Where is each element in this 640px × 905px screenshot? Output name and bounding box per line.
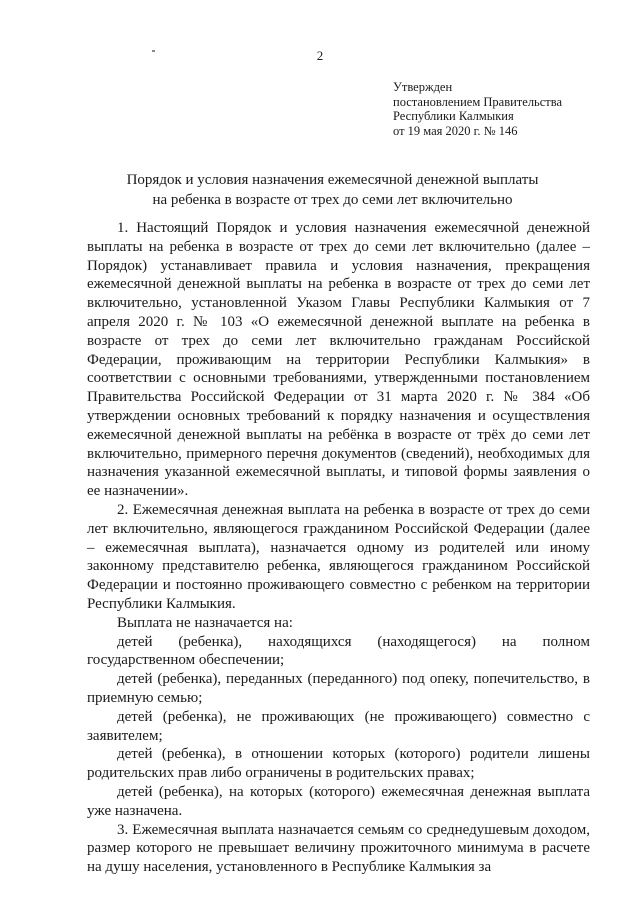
approval-line: постановлением Правительства: [393, 94, 563, 109]
approval-line: от 19 мая 2020 г. № 146: [393, 123, 518, 138]
page-number: 2: [316, 48, 324, 63]
approval-line: Республики Калмыкия: [393, 109, 514, 123]
title-line: Порядок и условия назначения ежемесячной денежной выплаты: [126, 172, 539, 188]
exclusion-item: детей (ребенка), переданных (переданного) под опеку, попечительство, в приемную семью;: [87, 671, 590, 706]
exclusion-item: детей (ребенка), на которых (которого) ежемесячная денежная выплата уже назначена.: [87, 783, 590, 819]
exclusion-item: детей (ребенка), находящихся (находящегося) на полном государственном обеспечении;: [87, 633, 590, 669]
paragraph-2: 2. Ежемесячная денежная выплата на ребенка в возрасте от трех до семи лет включительно, являющегося гражданином Российской Федерации (далее – ежемесячная выплата), назначается одному из родителей или иному законному представителю ребенка, являющегося гражданином Российской Федерации и постоянно проживающего совместно с ребенком на территории Республики Калмыкия.: [87, 501, 590, 612]
title-line: на ребенка в возрасте от трех до семи лет включительно: [152, 192, 513, 208]
approval-block: [393, 80, 628, 138]
paragraph-3: 3. Ежемесячная выплата назначается семьям со среднедушевым доходом, размер которого не превышает величину прожиточного минимума в расчете на душу населения, установленного в Республике Калмыкия за: [87, 821, 590, 876]
paragraph-1: 1. Настоящий Порядок и условия назначения ежемесячной денежной выплаты на ребенка в возрасте от трех до семи лет включительно (далее – Порядок) устанавливает правила и условия назначения, прекращения ежемесячной денежной выплаты на ребенка в возрасте от трех до семи лет включительно, установленной Указом Главы Республики Калмыкия от 7 апреля 2020 г. № 103 «О ежемесячной денежной выплате на ребенка в возрасте от трех до семи лет включительно гражданам Российской Федерации, проживающим на территории Республики Калмыкия» в соответствии с основными требованиями, утвержденными постановлением Правительства Российской Федерации от 31 марта 2020 г. № 384 «Об утверждении основных требований к порядку назначения и осуществления ежемесячной денежной выплаты на ребёнка в возрасте от трёх до семи лет включительно, примерного перечня документов (сведений), необходимых для назначения указанной ежемесячной выплаты, и типовой формы заявления о ее назначении».: [87, 220, 590, 500]
exclusion-item: детей (ребенка), в отношении которых (которого) родители лишены родительских прав либо ограничены в родительских правах;: [87, 746, 590, 782]
document-body: [87, 219, 590, 877]
paragraph-exclusions-intro: Выплата не назначается на:: [117, 614, 293, 631]
exclusion-item: детей (ребенка), не проживающих (не проживающего) совместно с заявителем;: [87, 708, 590, 744]
document-title: [60, 170, 605, 210]
approval-line: Утвержден: [393, 80, 453, 94]
